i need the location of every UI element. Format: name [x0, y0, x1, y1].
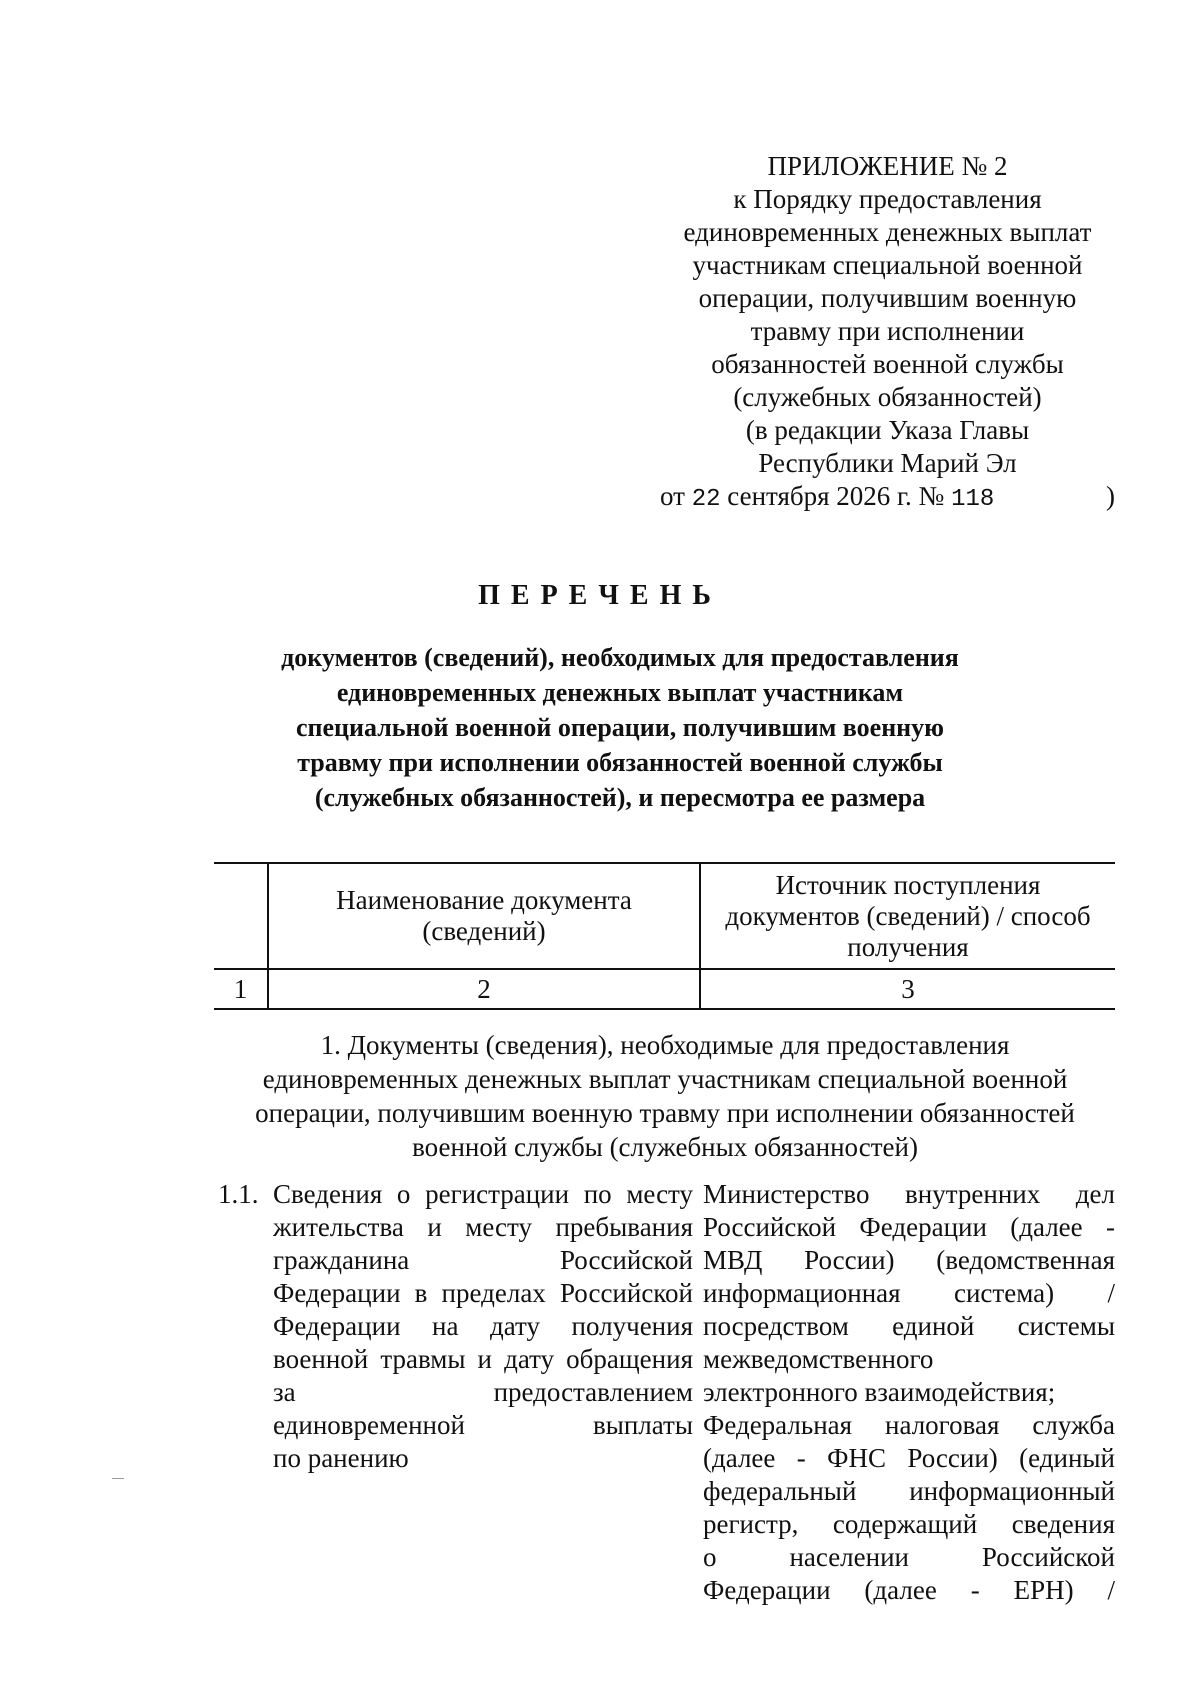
decree-date-line: [660, 480, 1115, 516]
date-day: 22: [691, 486, 721, 513]
column-number-cell: 2: [268, 969, 700, 1009]
decree-number: 118: [951, 486, 995, 513]
appendix-line: травму при исполнении: [750, 316, 1025, 346]
subtitle-line: травму при исполнении обязанностей военной службы: [297, 748, 943, 777]
documents-table-header: [214, 862, 1115, 1010]
subtitle-line: документов (сведений), необходимых для предоставления: [281, 643, 959, 672]
header-cell-document-name: Наименование документа (сведений): [268, 863, 700, 969]
item-document-name: Сведения о регистрации по месту жительства и месту пребывания гражданина Российской Федерации в пределах Российской Федерации на дату получения военной травмы и дату обращения за предоставлением единовременной выплаты по ранению: [273, 1179, 693, 1473]
document-title: ПЕРЕЧЕНЬ: [478, 580, 722, 611]
date-month-year: сентября 2026 г. №: [727, 481, 945, 511]
column-number-cell: 1: [214, 969, 268, 1009]
date-close-paren: ): [1106, 481, 1115, 511]
date-prefix: от: [660, 481, 685, 511]
appendix-line: участникам специальной военной: [692, 250, 1083, 280]
table-header-row: [214, 863, 1115, 969]
appendix-line: к Порядку предоставления: [733, 184, 1042, 214]
header-cell-source: Источник поступления документов (сведений) / способ получения: [700, 863, 1115, 969]
appendix-line: обязанностей военной службы: [711, 349, 1064, 379]
document-subtitle: [200, 640, 1040, 815]
appendix-line: операции, получившим военную: [698, 283, 1077, 313]
subtitle-line: специальной военной операции, получившим военную: [295, 713, 945, 742]
appendix-line: (в редакции Указа Главы: [745, 415, 1030, 445]
appendix-line: Республики Марий Эл: [758, 448, 1017, 478]
appendix-line: (служебных обязанностей): [733, 382, 1042, 412]
table-column-numbers-row: [214, 969, 1115, 1009]
subtitle-line: единовременных денежных выплат участникам: [336, 678, 904, 707]
appendix-line: единовременных денежных выплат: [683, 217, 1092, 247]
appendix-title: ПРИЛОЖЕНИЕ № 2: [767, 151, 1008, 181]
column-number-cell: 3: [700, 969, 1115, 1009]
item-source: Министерство внутренних дел Российской Федерации (далее - МВД России) (ведомственная информационная система) / посредством единой системы межведомственного электронного взаимодействия; Федеральная налоговая служба (далее - ФНС России) (единый федеральный информационный регистр, содержащий сведения о населении Российской Федерации (далее - ЕРН) /: [703, 1179, 1115, 1605]
header-cell-number: [214, 863, 268, 969]
appendix-block: [660, 150, 1115, 516]
section-1-heading: 1. Документы (сведения), необходимые для предоставления единовременных денежных выплат участникам специальной военной операции, получившим военную травму при исполнении обязанностей военной службы (служебных обязанностей): [255, 1030, 1075, 1162]
subtitle-line: (служебных обязанностей), и пересмотра ее размера: [314, 783, 926, 812]
item-number: 1.1.: [218, 1179, 259, 1209]
scan-margin-mark: [112, 1478, 124, 1479]
